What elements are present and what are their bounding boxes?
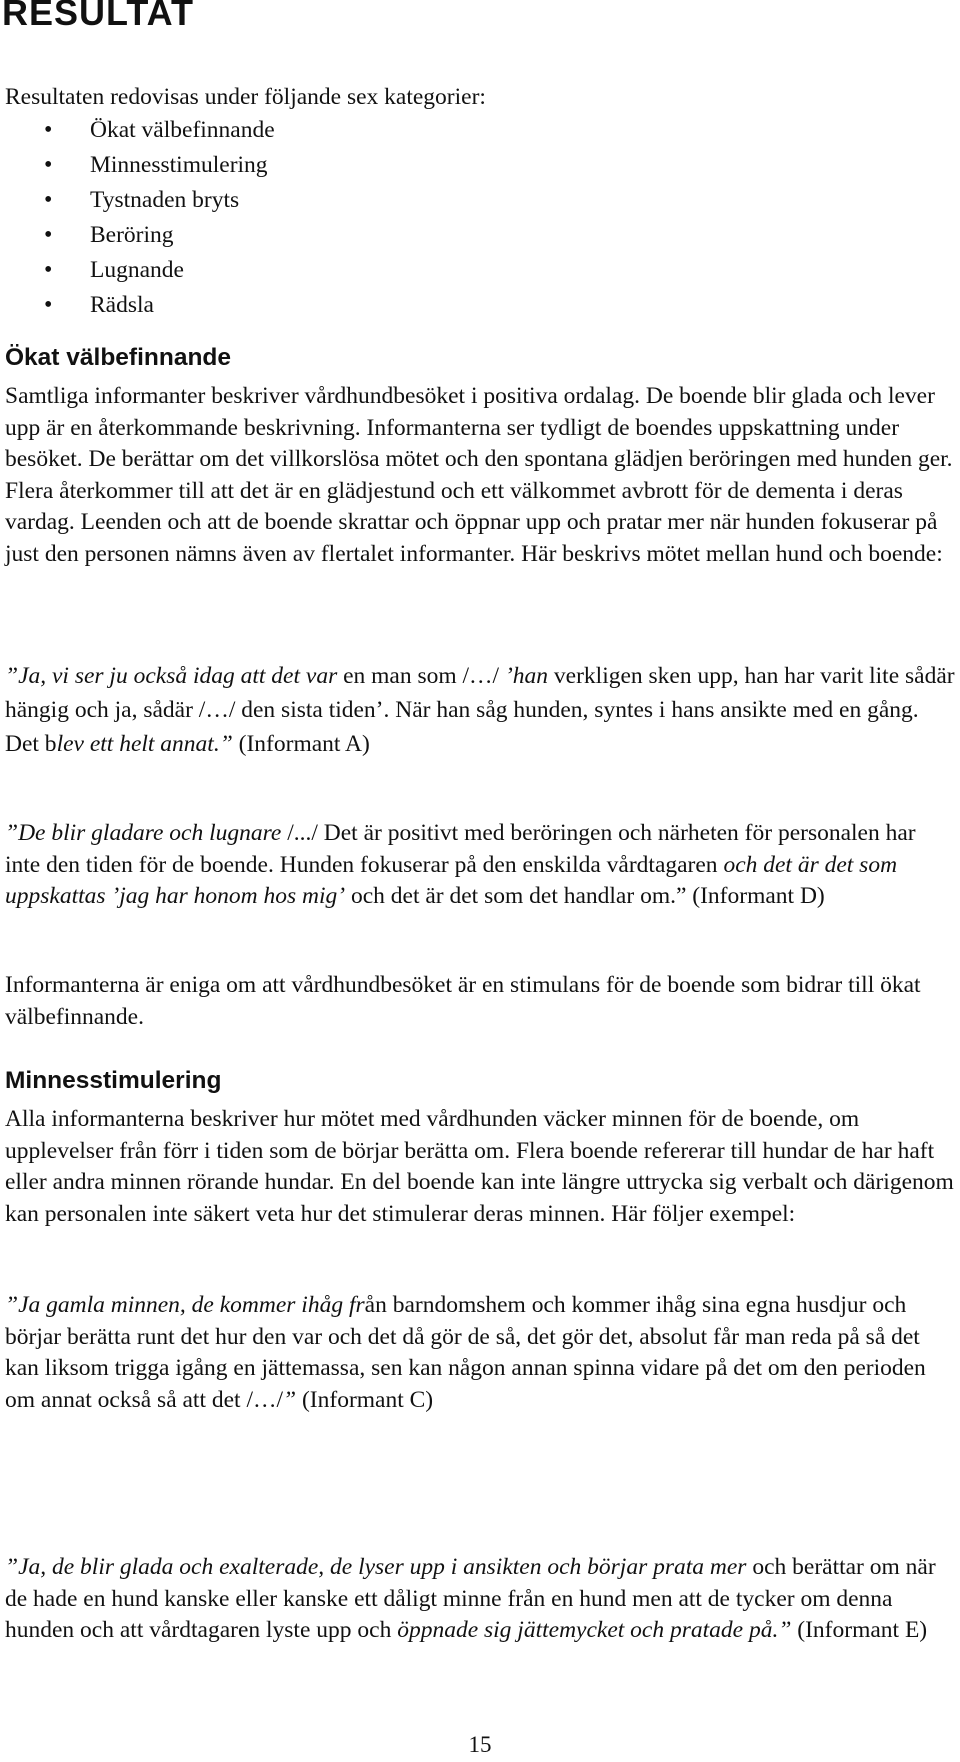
list-item: • Tystnaden bryts (0, 183, 275, 218)
quote-source: (Informant C) (296, 1386, 434, 1413)
quote-italic: ” (283, 1386, 297, 1413)
list-item: • Ökat välbefinnande (0, 113, 275, 148)
quote-italic: lev ett helt annat.” (56, 731, 233, 757)
section1-quote-1 (5, 659, 955, 761)
section2-quote-2 (5, 1552, 955, 1647)
section1-paragraph: Samtliga informanter beskriver vårdhundbesöket i positiva ordalag. De boende blir glada och lever upp är en återkommande beskrivning. Informanterna ser tydligt de boendes uppskattning under besöket. De berättar om det villkorslösa mötet och den spontana glädjen beröringen med hunden ger. Flera återkommer till att det är en glädjestund och ett välkommet avbrott för de dementa i deras vardag. Leenden och att de boende skrattar och öppnar upp och pratar mer när hunden fokuserar på just den personen nämns även av flertalet informanter. Här beskrivs mötet mellan hund och boende: (5, 383, 953, 567)
list-item: • Rädsla (0, 288, 275, 323)
list-item: • Beröring (0, 218, 275, 253)
section2-quote-1 (5, 1290, 955, 1416)
section-heading-minnesstimulering: Minnesstimulering (5, 1067, 222, 1094)
quote-italic: ”De blir gladare och lugnare (5, 820, 282, 846)
quote-italic: ”Ja, de blir glada och exalterade, de lyser upp i ansikten och börjar prata mer (5, 1554, 747, 1580)
section1-quote-2 (5, 818, 955, 913)
list-item: • Minnesstimulering (0, 148, 275, 183)
quote-source: (Informant E) (791, 1617, 928, 1643)
section-heading-okat-valbefinnande: Ökat välbefinnande (5, 344, 232, 371)
intro-text: Resultaten redovisas under följande sex kategorier: (5, 84, 486, 110)
quote-italic: och det är det som uppskattas ’jag har honom hos mig’ (5, 851, 898, 909)
page-number: 15 (468, 1732, 492, 1757)
quote-text: verkligen sken upp, han har varit lite sådär hängig och ja, sådär /…/ den sista tiden’. När han såg hunden, syntes i hans ansikte med en gång. Det b (5, 663, 955, 757)
quote-source: (Informant A) (232, 731, 370, 757)
quote-italic: ”Ja gamla minnen, de kommer ihåg fr (5, 1292, 365, 1318)
quote-source: (Informant D) (686, 883, 825, 909)
quote-text: /.../ Det är positivt med beröringen och närheten för personalen har inte den tiden för de boende. Hunden fokuserar på den enskilda vårdtagaren (5, 820, 916, 878)
quote-italic: ”Ja, vi ser ju också idag att det var (5, 663, 338, 689)
quote-text: ån barndomshem och kommer ihåg sina egna husdjur och börjar berätta runt det hur den var och det då gör de så, det gör det, absolut får man reda på så det kan liksom trigga igång en jättemassa, sen kan någon annan spinna vidare på det om den perioden om annat också så att det /…/ (5, 1292, 926, 1413)
category-list (0, 113, 275, 323)
quote-text: och det är det som det handlar om.” (345, 883, 687, 909)
list-item: • Lugnande (0, 253, 275, 288)
section2-paragraph: Alla informanterna beskriver hur mötet med vårdhunden väcker minnen för de boende, om upplevelser från förr i tiden som de börjar berätta om. Flera boende refererar till hundar de har haft eller andra minnen rörande hundar. En del boende kan inte längre uttrycka sig verbalt och därigenom kan personalen inte säkert veta hur det stimulerar deras minnen. Här följer exempel: (5, 1106, 954, 1227)
section1-conclusion: Informanterna är eniga om att vårdhundbesöket är en stimulans för de boende som bidrar till ökat välbefinnande. (5, 972, 921, 1030)
quote-italic: öppnade sig jättemycket och pratade på.” (397, 1617, 792, 1643)
quote-text: och berättar om när de hade en hund kanske eller kanske ett dåligt minne från en hund men att de tycker om denna hunden och att vårdtagaren lyste upp och (5, 1554, 936, 1643)
quote-italic: ’han (504, 663, 549, 689)
quote-text: en man som /…/ (337, 663, 505, 689)
page-heading: RESULTAT (2, 0, 194, 33)
